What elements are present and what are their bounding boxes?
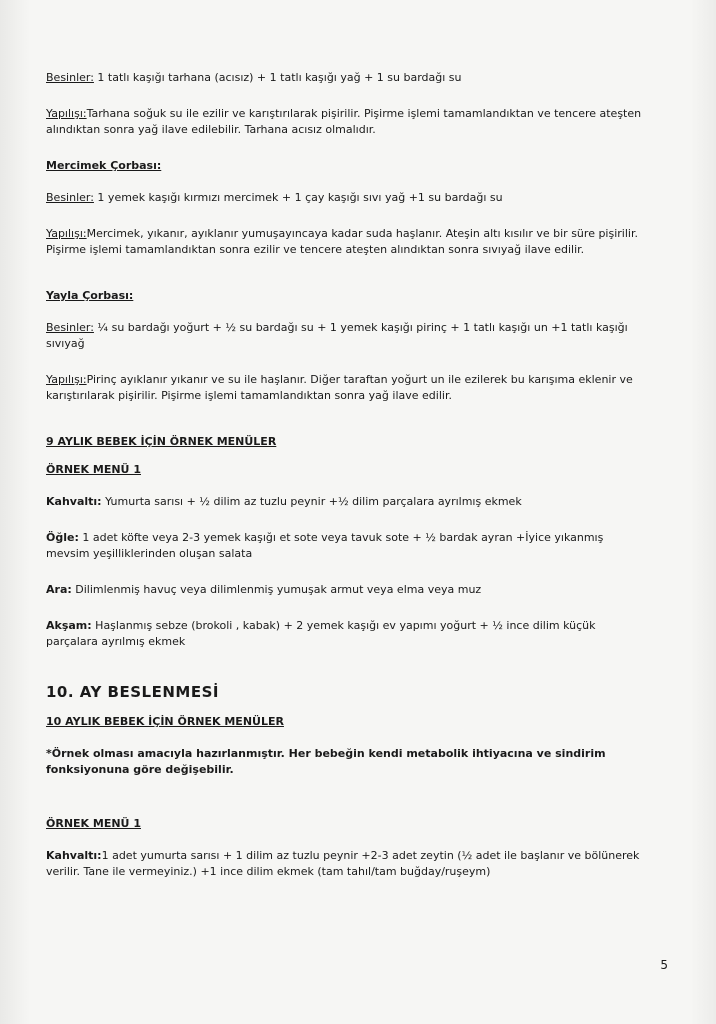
ingredients-label: Besinler: xyxy=(46,71,94,84)
ingredients-text: 1 yemek kaşığı kırmızı mercimek + 1 çay kaşığı sıvı yağ +1 su bardağı su xyxy=(93,191,503,204)
menu9-breakfast xyxy=(46,494,646,510)
mercimek-title: Mercimek Çorbası: xyxy=(46,159,162,172)
meal-label: Kahvaltı: xyxy=(46,849,102,862)
month10-title: 10. AY BESLENMESİ xyxy=(46,683,219,701)
yayla-ingredients xyxy=(46,320,646,352)
ingredients-text: ¼ su bardağı yoğurt + ½ su bardağı su + 1 yemek kaşığı pirinç + 1 tatlı kaşığı un +1 tatlı kaşığı sıvıyağ xyxy=(46,321,628,350)
preparation-label: Yapılışı: xyxy=(46,373,87,386)
yayla-preparation xyxy=(46,372,646,404)
yayla-title: Yayla Çorbası: xyxy=(46,289,134,302)
menu9-lunch xyxy=(46,530,646,562)
month10-note: *Örnek olması amacıyla hazırlanmıştır. Her bebeğin kendi metabolik ihtiyacına ve sindirim fonksiyonuna göre değişebilir. xyxy=(46,747,606,776)
preparation-label: Yapılışı: xyxy=(46,107,87,120)
page-content xyxy=(46,70,646,900)
menu9-title: 9 AYLIK BEBEK İÇİN ÖRNEK MENÜLER xyxy=(46,435,277,448)
ingredients-label: Besinler: xyxy=(46,191,94,204)
tarhana-preparation xyxy=(46,106,646,138)
month10-menu-title: ÖRNEK MENÜ 1 xyxy=(46,817,141,830)
preparation-text: Tarhana soğuk su ile ezilir ve karıştırılarak pişirilir. Pişirme işlemi tamamlandıktan ve tencere ateşten alındıktan sonra yağ ilave edilebilir. Tarhana acısız olmalıdır. xyxy=(46,107,642,136)
page-number: 5 xyxy=(660,958,668,972)
month10-breakfast xyxy=(46,848,646,880)
preparation-label: Yapılışı: xyxy=(46,227,87,240)
ingredients-text: 1 tatlı kaşığı tarhana (acısız) + 1 tatlı kaşığı yağ + 1 su bardağı su xyxy=(93,71,462,84)
meal-text: 1 adet köfte veya 2-3 yemek kaşığı et sote veya tavuk sote + ½ bardak ayran +İyice yıkanmış mevsim yeşilliklerinden oluşan salata xyxy=(46,531,604,560)
meal-text: 1 adet yumurta sarısı + 1 dilim az tuzlu peynir +2-3 adet zeytin (½ adet ile başlanır ve bölünerek verilir. Tane ile vermeyiniz.) +1 ince dilim ekmek (tam tahıl/tam buğday/ruşeym) xyxy=(46,849,640,878)
menu9-subtitle: ÖRNEK MENÜ 1 xyxy=(46,463,141,476)
mercimek-preparation xyxy=(46,226,646,258)
menu9-dinner xyxy=(46,618,646,650)
meal-label: Ara: xyxy=(46,583,72,596)
month10-subtitle: 10 AYLIK BEBEK İÇİN ÖRNEK MENÜLER xyxy=(46,715,284,728)
meal-label: Kahvaltı: xyxy=(46,495,102,508)
meal-text: Yumurta sarısı + ½ dilim az tuzlu peynir +½ dilim parçalara ayrılmış ekmek xyxy=(101,495,522,508)
mercimek-ingredients xyxy=(46,190,646,206)
meal-label: Öğle: xyxy=(46,531,79,544)
tarhana-ingredients xyxy=(46,70,646,86)
meal-text: Dilimlenmiş havuç veya dilimlenmiş yumuşak armut veya elma veya muz xyxy=(71,583,482,596)
meal-text: Haşlanmış sebze (brokoli , kabak) + 2 yemek kaşığı ev yapımı yoğurt + ½ ince dilim küçük parçalara ayrılmış ekmek xyxy=(46,619,596,648)
preparation-text: Pirinç ayıklanır yıkanır ve su ile haşlanır. Diğer taraftan yoğurt un ile ezilerek bu karışıma eklenir ve karıştırılarak pişirilir. Pişirme işlemi tamamlandıktan sonra yağ ilave edilir. xyxy=(46,373,633,402)
meal-label: Akşam: xyxy=(46,619,92,632)
preparation-text: Mercimek, yıkanır, ayıklanır yumuşayıncaya kadar suda haşlanır. Ateşin altı kısılır ve bir süre pişirilir. Pişirme işlemi tamamlandıktan sonra ezilir ve tencere ateşten alındıktan sonra sıvıyağ ilave edilir. xyxy=(46,227,638,256)
menu9-snack xyxy=(46,582,646,598)
ingredients-label: Besinler: xyxy=(46,321,94,334)
